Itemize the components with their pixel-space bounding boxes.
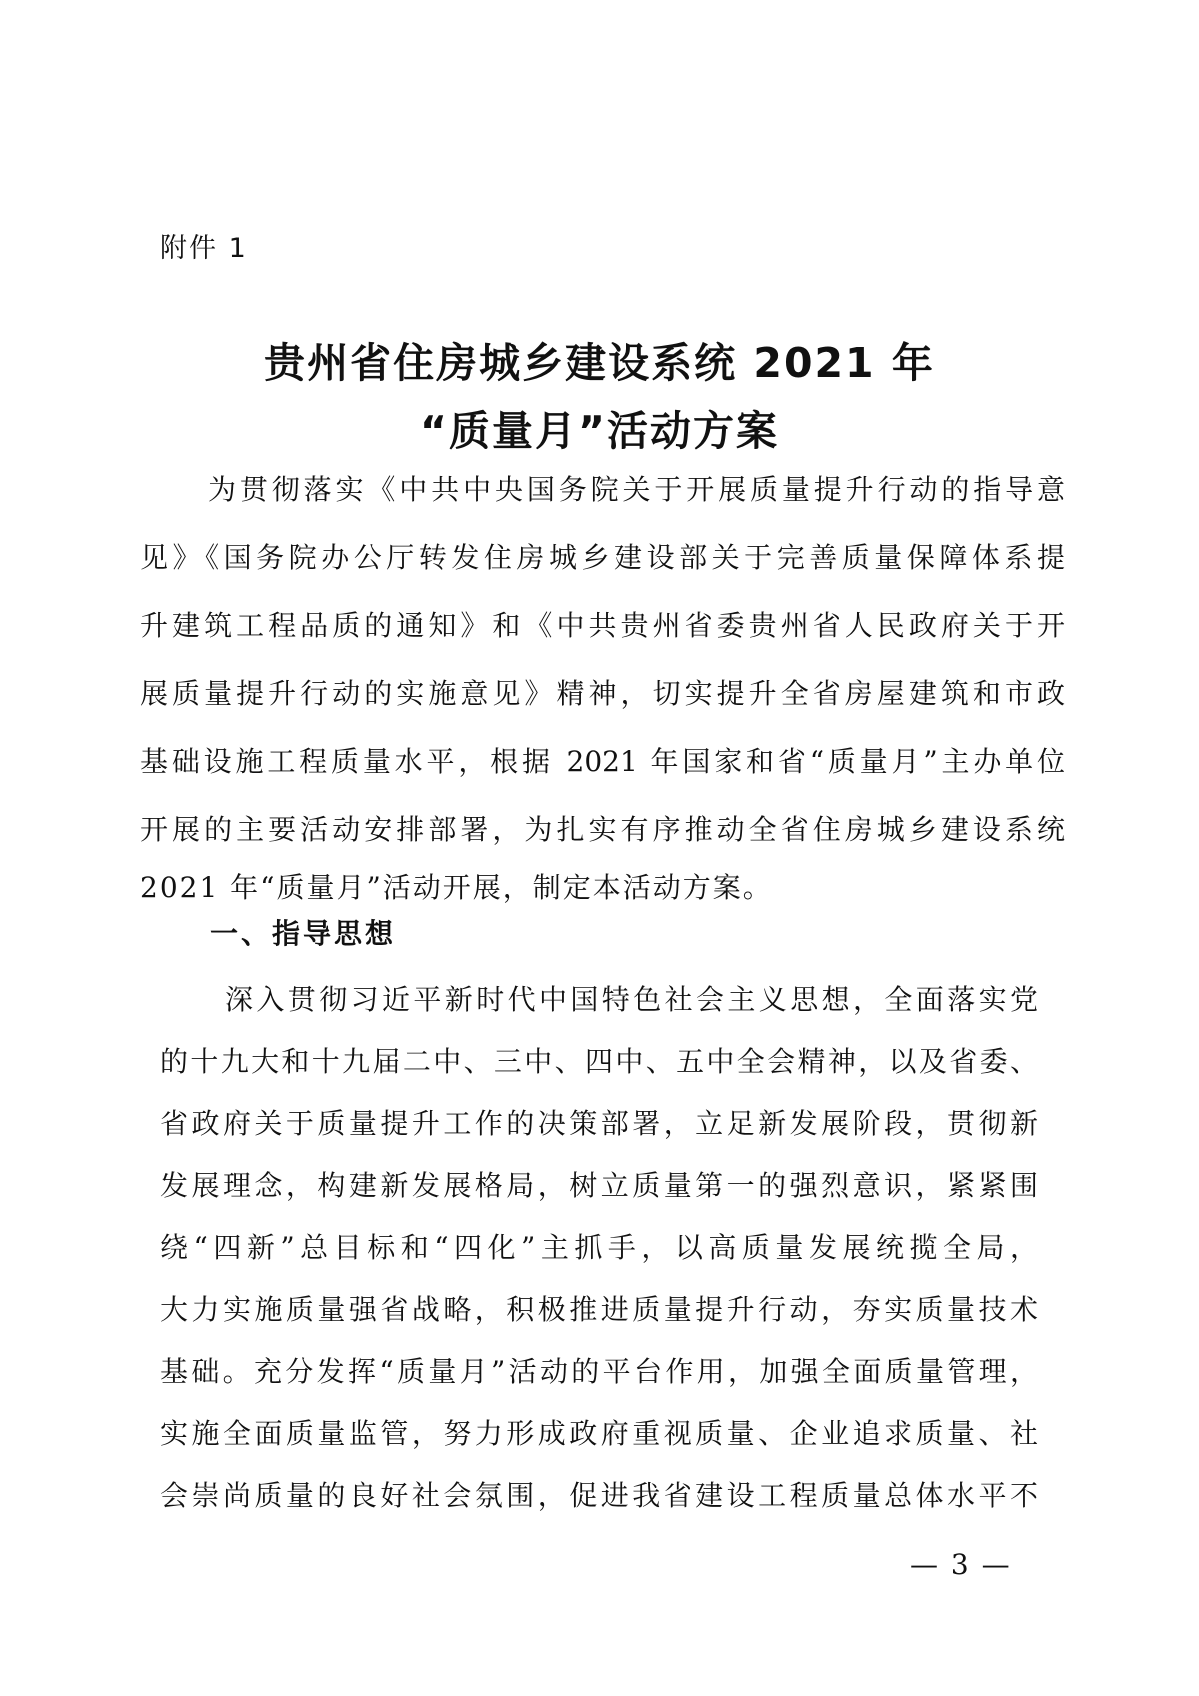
section-line: 发展理念，构建新发展格局，树立质量第一的强烈意识，紧紧围 xyxy=(160,1169,1038,1202)
document-title-line-1: 贵州省住房城乡建设系统 2021 年 xyxy=(264,339,935,387)
intro-line: 升建筑工程品质的通知》和《中共贵州省委贵州省人民政府关于开 xyxy=(140,609,1065,642)
intro-line: 见》《国务院办公厅转发住房城乡建设部关于完善质量保障体系提 xyxy=(140,541,1065,574)
intro-line: 2021 年“质量月”活动开展，制定本活动方案。 xyxy=(140,871,773,904)
section-line: 绕“四新”总目标和“四化”主抓手，以高质量发展统揽全局， xyxy=(160,1231,1038,1264)
section-line: 深入贯彻习近平新时代中国特色社会主义思想，全面落实党 xyxy=(225,983,1038,1016)
section-line: 会崇尚质量的良好社会氛围，促进我省建设工程质量总体水平不 xyxy=(160,1479,1038,1512)
section-line: 省政府关于质量提升工作的决策部署，立足新发展阶段，贯彻新 xyxy=(160,1107,1038,1140)
intro-line: 为贯彻落实《中共中央国务院关于开展质量提升行动的指导意 xyxy=(208,473,1065,506)
intro-line: 基础设施工程质量水平，根据 2021 年国家和省“质量月”主办单位 xyxy=(140,745,1065,778)
section-line: 实施全面质量监管，努力形成政府重视质量、企业追求质量、社 xyxy=(160,1417,1038,1450)
section-line: 大力实施质量强省战略，积极推进质量提升行动，夯实质量技术 xyxy=(160,1293,1038,1326)
intro-line: 开展的主要活动安排部署，为扎实有序推动全省住房城乡建设系统 xyxy=(140,813,1065,846)
page-number: — 3 — xyxy=(910,1548,1012,1581)
document-title-line-2: “质量月”活动方案 xyxy=(420,407,779,455)
section-heading-guiding-ideology: 一、指导思想 xyxy=(210,917,397,950)
intro-line: 展质量提升行动的实施意见》精神，切实提升全省房屋建筑和市政 xyxy=(140,677,1065,710)
section-line: 的十九大和十九届二中、三中、四中、五中全会精神，以及省委、 xyxy=(160,1045,1038,1078)
attachment-label: 附件 1 xyxy=(160,233,248,264)
section-line: 基础。充分发挥“质量月”活动的平台作用，加强全面质量管理， xyxy=(160,1355,1038,1388)
